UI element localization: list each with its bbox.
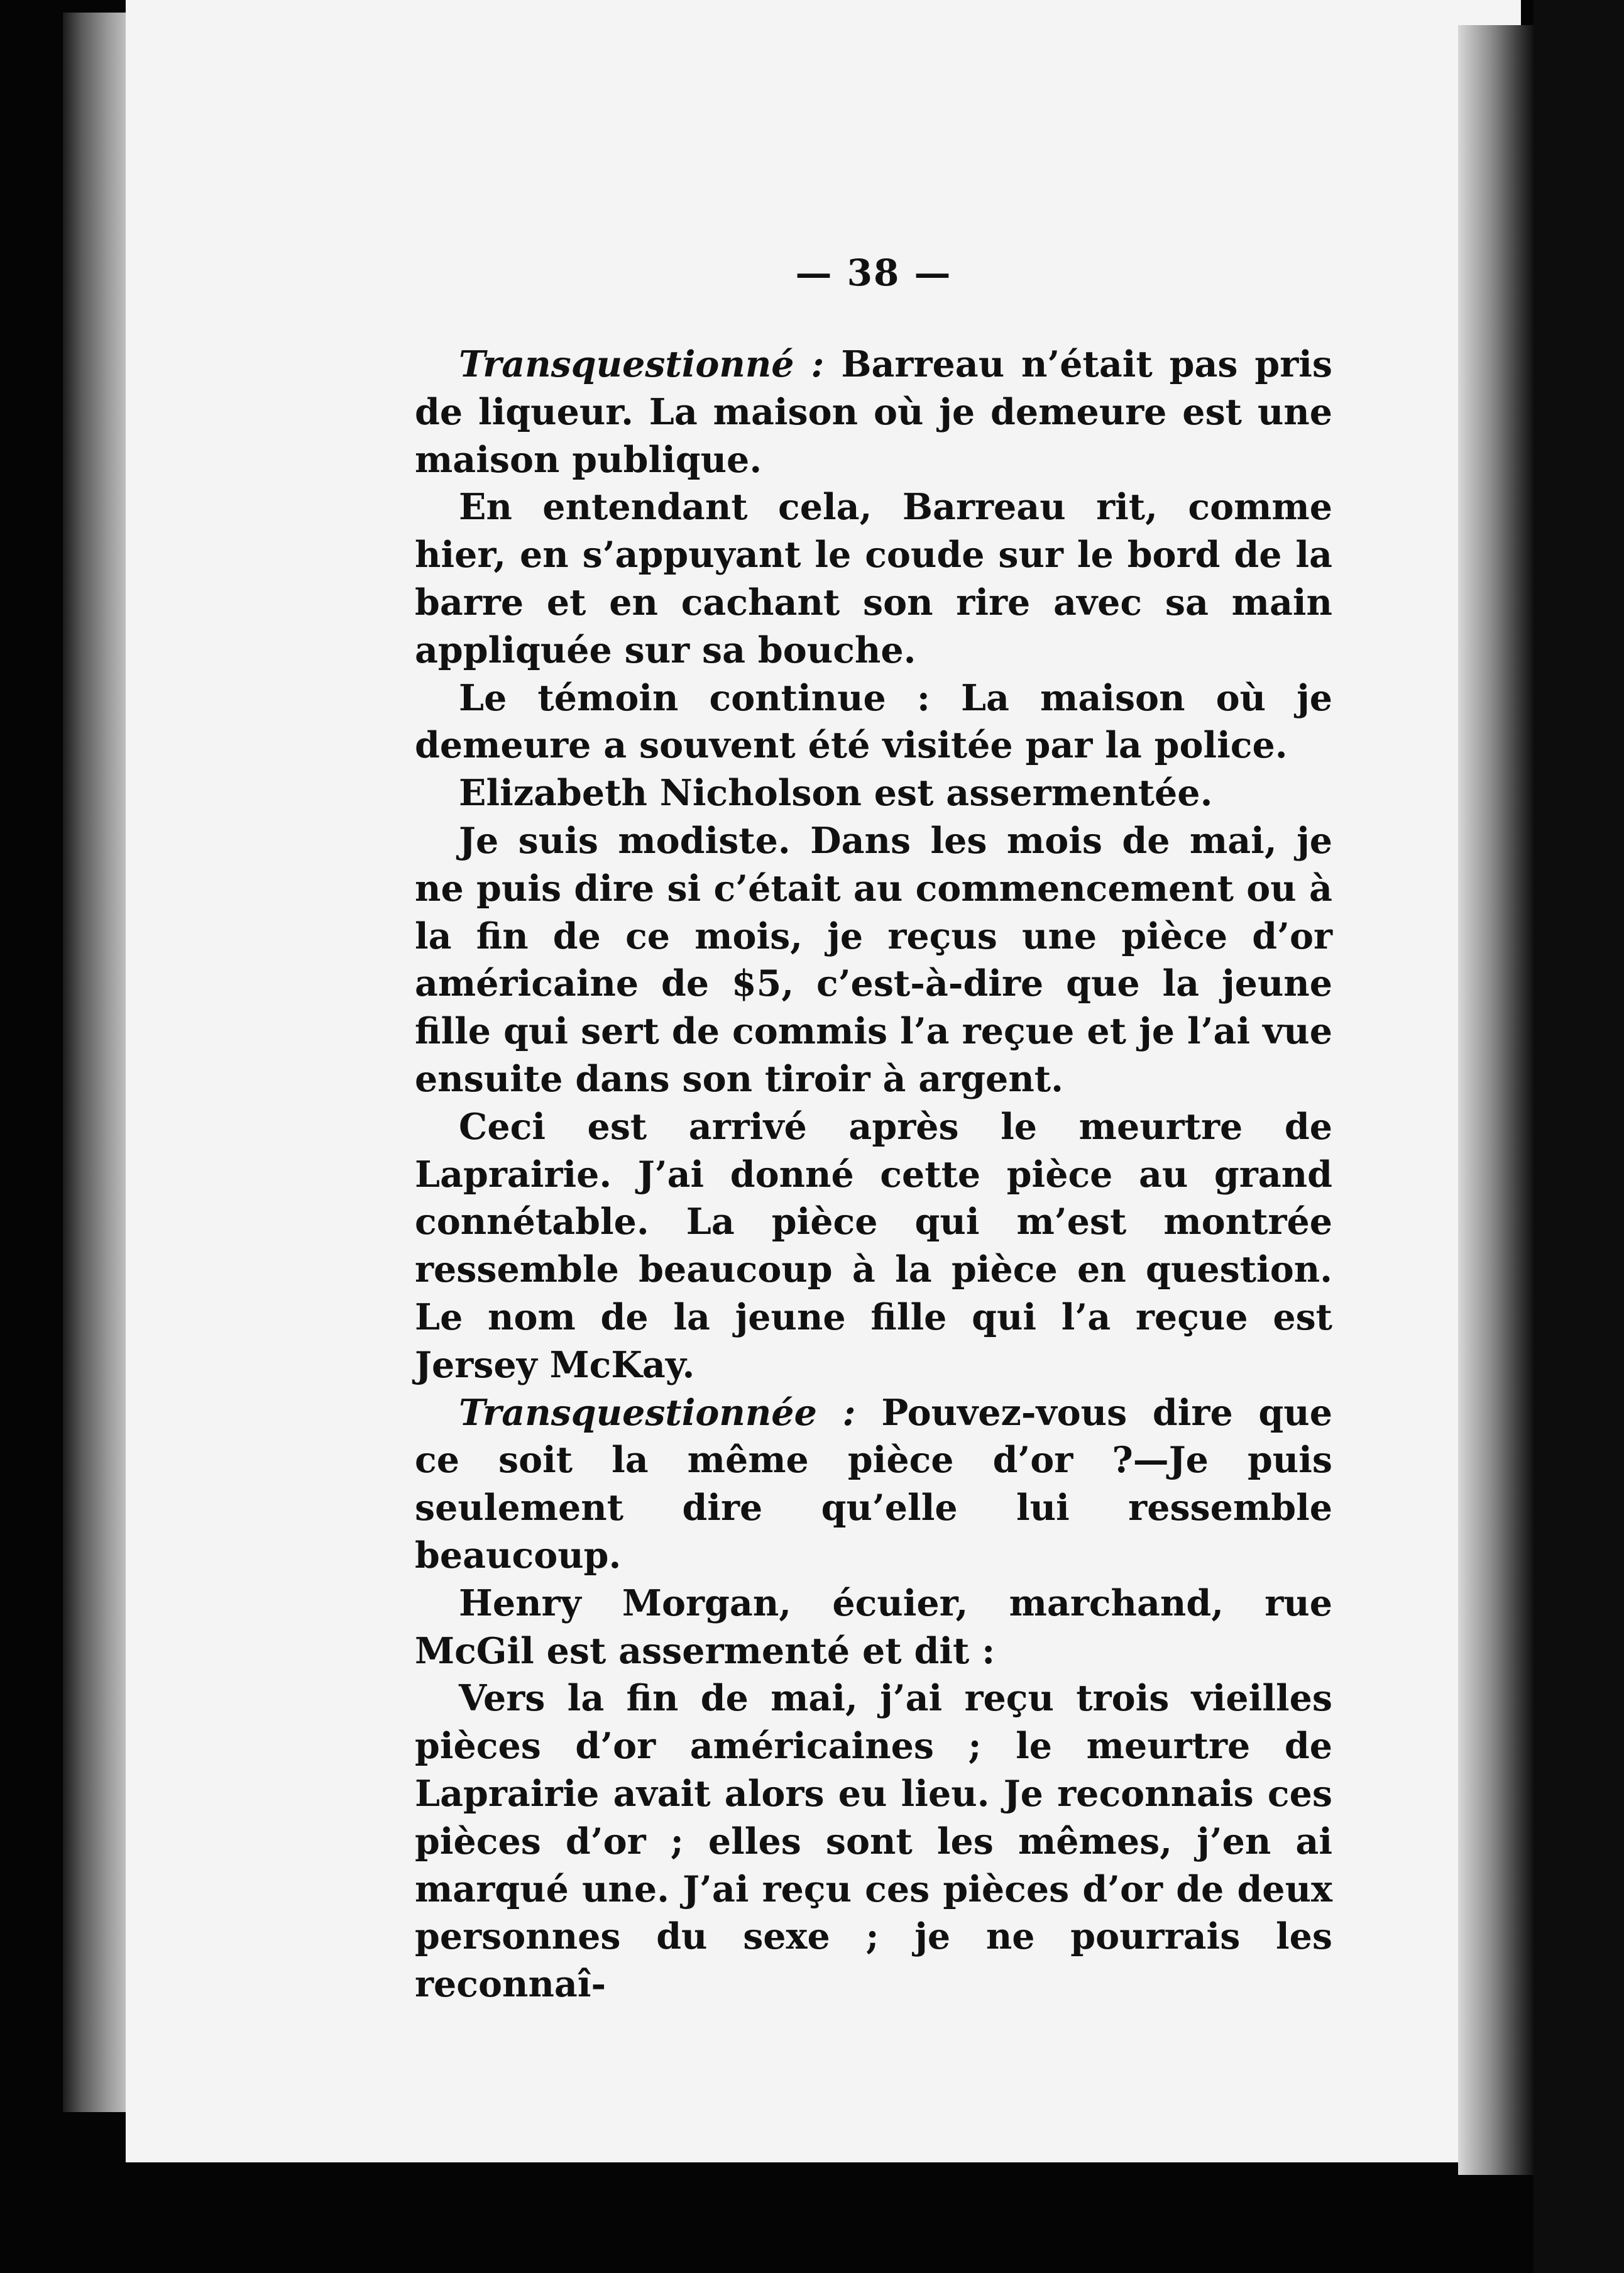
- paragraph: [415, 1580, 1332, 1675]
- page-text-block: [415, 251, 1332, 2008]
- page-number: — 38 —: [795, 251, 952, 294]
- paragraph-text: Vers la fin de mai, j’ai reçu trois vieilles pièces d’or américaines ; le meurtre de Laprairie avait alors eu lieu. Je reconnais ces pièces d’or ; elles sont les mêmes, j’en ai marqué une. J’ai reçu ces pièces d’or de deux personnes du sexe ; je ne pourrais les reconnaî-: [415, 1677, 1332, 2006]
- page-gutter-shadow: [1458, 25, 1533, 2175]
- paragraph-text: Elizabeth Nicholson est assermentée.: [459, 772, 1213, 815]
- paragraph: [415, 1103, 1332, 1389]
- paragraph: [415, 674, 1332, 770]
- paragraph-lead: Transquestionnée :: [459, 1391, 856, 1434]
- paragraph: [415, 1389, 1332, 1580]
- scan-border: [1533, 0, 1624, 2273]
- paragraph: [415, 817, 1332, 1103]
- paragraph: [415, 483, 1332, 674]
- paragraph: [415, 341, 1332, 483]
- paragraph-text: Barreau n’était pas pris de liqueur. La maison où je demeure est une maison publique.: [415, 343, 1332, 481]
- paragraph-text: Le témoin continue : La maison où je demeure a souvent été visitée par la police.: [415, 676, 1332, 767]
- paragraph-text: Henry Morgan, écuier, marchand, rue McGil est assermenté et dit :: [415, 1582, 1332, 1672]
- paragraph-text: Pouvez-vous dire que ce soit la même pièce d’or ?—Je puis seulement dire qu’elle lui ressemble beaucoup.: [415, 1391, 1332, 1577]
- paragraph-text: Ceci est arrivé après le meurtre de Laprairie. J’ai donné cette pièce au grand connétable. La pièce qui m’est montrée ressemble beaucoup à la pièce en question. Le nom de la jeune fille qui l’a reçue est Jersey McKay.: [415, 1105, 1332, 1386]
- paragraph: [415, 769, 1332, 817]
- paragraph-lead: Transquestionné :: [459, 343, 825, 385]
- paragraph: [415, 1675, 1332, 2008]
- paragraph-text: En entendant cela, Barreau rit, comme hier, en s’appuyant le coude sur le bord de la barre et en cachant son rire avec sa main appliquée sur sa bouche.: [415, 486, 1332, 671]
- paragraph-text: Je suis modiste. Dans les mois de mai, je ne puis dire si c’était au commencement ou à la fin de ce mois, je reçus une pièce d’or américaine de $5, c’est-à-dire que la jeune fille qui sert de commis l’a reçue et je l’ai vue ensuite dans son tiroir à argent.: [415, 819, 1332, 1100]
